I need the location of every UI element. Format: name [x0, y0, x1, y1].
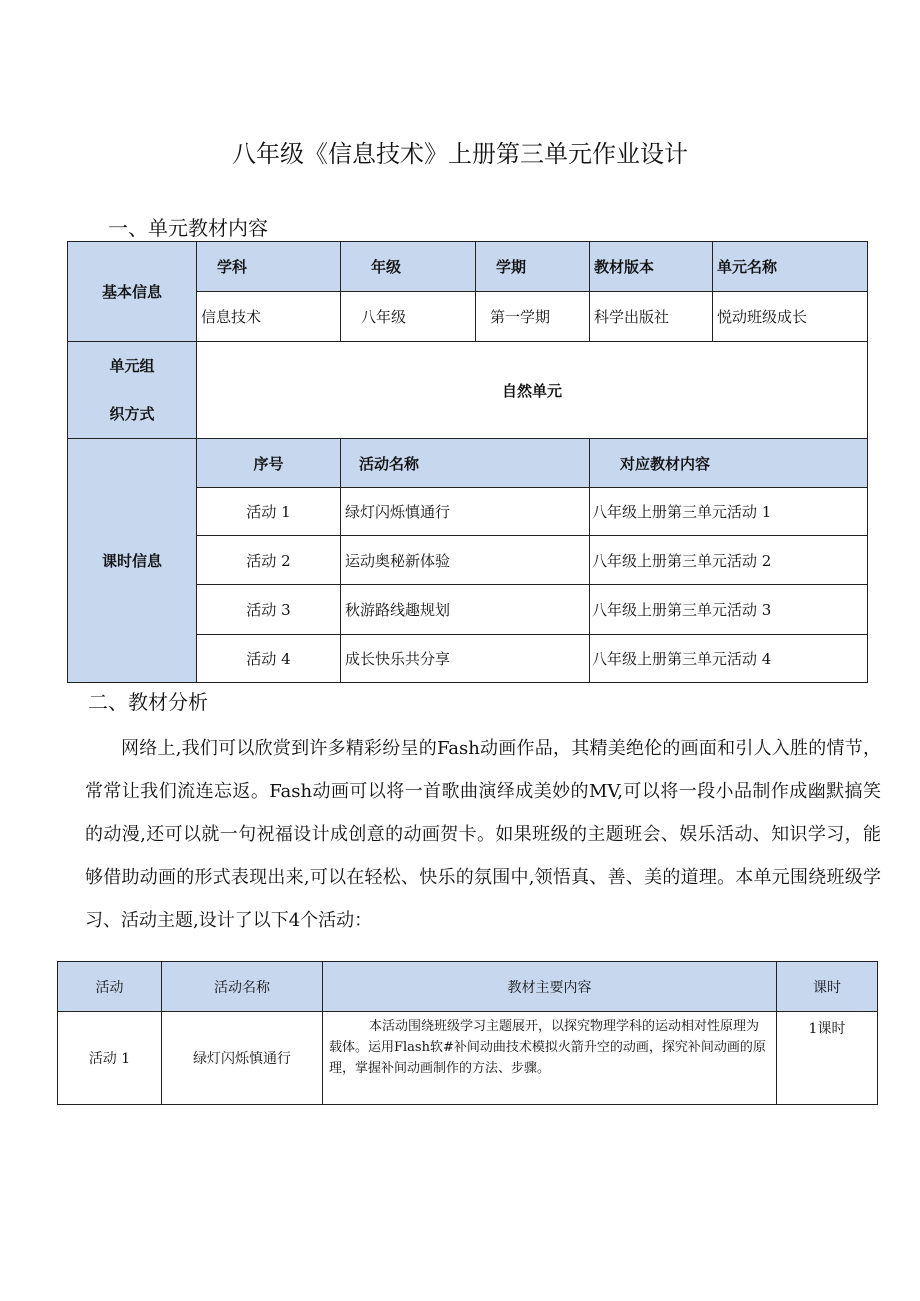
analysis-paragraph [85, 727, 881, 942]
header-activity-name: 活动名称 [162, 962, 323, 1012]
lesson-material: 八年级上册第三单元活动 3 [590, 585, 868, 635]
header-activity-name: 活动名称 [341, 439, 590, 488]
value-term: 第一学期 [476, 292, 590, 342]
activity-name-cell: 绿灯闪烁慎通行 [162, 1012, 323, 1105]
basic-info-label: 基本信息 [68, 242, 197, 342]
lesson-activity-name: 运动奥秘新体验 [341, 536, 590, 585]
header-edition: 教材版本 [590, 242, 713, 292]
section-heading-2: 二、教材分析 [88, 690, 208, 714]
value-subject: 信息技术 [197, 292, 341, 342]
header-main-content: 教材主要内容 [323, 962, 777, 1012]
section-heading-1: 一、单元教材内容 [108, 216, 268, 240]
activity-cell: 活动 1 [58, 1012, 162, 1105]
lesson-seq: 活动 1 [197, 488, 341, 536]
lesson-seq: 活动 4 [197, 635, 341, 683]
value-grade: 八年级 [341, 292, 476, 342]
value-unit-name: 悦动班级成长 [713, 292, 868, 342]
lesson-material: 八年级上册第三单元活动 1 [590, 488, 868, 536]
org-label-line1: 单元组 [109, 357, 155, 375]
header-material: 对应教材内容 [590, 439, 868, 488]
lesson-seq: 活动 3 [197, 585, 341, 635]
header-unit-name: 单元名称 [713, 242, 868, 292]
org-label [68, 342, 197, 439]
org-value: 自然单元 [197, 342, 868, 439]
lesson-activity-name: 绿灯闪烁慎通行 [341, 488, 590, 536]
header-term: 学期 [476, 242, 590, 292]
header-grade: 年级 [341, 242, 476, 292]
lesson-activity-name: 秋游路线趣规划 [341, 585, 590, 635]
lesson-info-label: 课时信息 [68, 439, 197, 683]
lesson-material: 八年级上册第三单元活动 2 [590, 536, 868, 585]
value-edition: 科学出版社 [590, 292, 713, 342]
page-title: 八年级《信息技术》上册第三单元作业设计 [232, 140, 688, 168]
header-seq: 序号 [197, 439, 341, 488]
header-activity: 活动 [58, 962, 162, 1012]
activity-content-cell: 本活动围绕班级学习主题展开，以探究物理学科的运动相对性原理为载体。运用Flash软#补间动曲技术模拟火箭升空的动画，探究补间动画的原理，掌握补间动画制作的方法、步骤。 [323, 1012, 777, 1105]
activity-hours-cell: 1课时 [777, 1012, 878, 1105]
unit-info-table [67, 241, 868, 683]
analysis-text: 网络上,我们可以欣赏到许多精彩纷呈的Fash动画作品，其精美绝伦的画面和引人入胜的情节，常常让我们流连忘返。Fash动画可以将一首歌曲演绎成美妙的MV,可以将一段小品制作成幽默搞笑的动漫,还可以就一句祝福设计成创意的动画贺卡。如果班级的主题班会、娱乐活动、知识学习，能够借助动画的形式表现出来,可以在轻松、快乐的氛围中,领悟真、善、美的道理。本单元围绕班级学习、活动主题,设计了以下4个活动： [85, 738, 881, 931]
lesson-activity-name: 成长快乐共分享 [341, 635, 590, 683]
header-hours: 课时 [777, 962, 878, 1012]
lesson-material: 八年级上册第三单元活动 4 [590, 635, 868, 683]
header-subject: 学科 [197, 242, 341, 292]
org-label-line2: 织方式 [109, 405, 155, 423]
activity-table [57, 961, 878, 1105]
lesson-seq: 活动 2 [197, 536, 341, 585]
